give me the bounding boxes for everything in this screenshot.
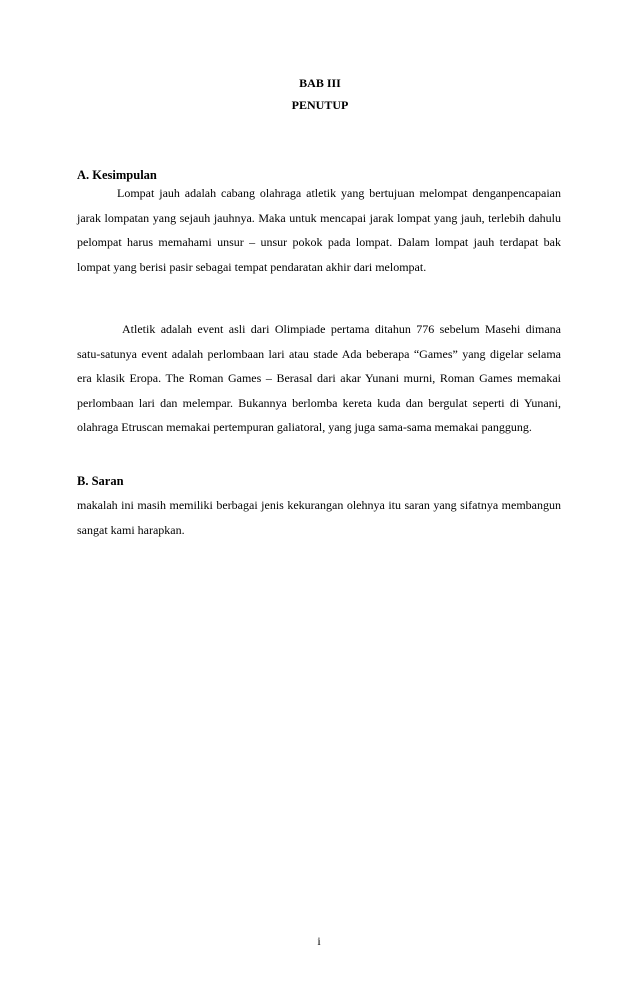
saran-paragraph: makalah ini masih memiliki berbagai jenis kekurangan olehnya itu saran yang sifatnya membangun sangat kami harapkan.	[77, 498, 561, 537]
page-number: i	[317, 934, 321, 948]
chapter-label	[0, 76, 638, 91]
kesimpulan-paragraph-2: Atletik adalah event asli dari Olimpiade pertama ditahun 776 sebelum Masehi dimana satu-satunya event adalah perlombaan lari atau stade Ada beberapa “Games” yang digelar selama era klasik Eropa. The Roman Games – Berasal dari akar Yunani murni, Roman Games memakai perlombaan lari dan melempar. Bukannya berlomba kereta kuda dan bergulat seperti di Yunani, olahraga Etruscan memakai pertempuran galiatoral, yang juga sama-sama memakai panggung.	[77, 322, 561, 435]
kesimpulan-paragraph-1: Lompat jauh adalah cabang olahraga atletik yang bertujuan melompat denganpencapaian jarak lompatan yang sejauh jauhnya. Maka untuk mencapai jarak lompat yang jauh, terlebih dahulu pelompat harus memahami unsur – unsur pokok pada lompat. Dalam lompat jauh terdapat bak lompat yang berisi pasir sebagai tempat pendaratan akhir dari melompat.	[77, 186, 561, 274]
section-heading-kesimpulan: A. Kesimpulan	[77, 168, 157, 182]
chapter-title	[0, 98, 638, 113]
chapter-label-text: BAB III	[299, 76, 341, 90]
section-heading-saran: B. Saran	[77, 474, 124, 488]
chapter-title-text: PENUTUP	[291, 98, 349, 112]
